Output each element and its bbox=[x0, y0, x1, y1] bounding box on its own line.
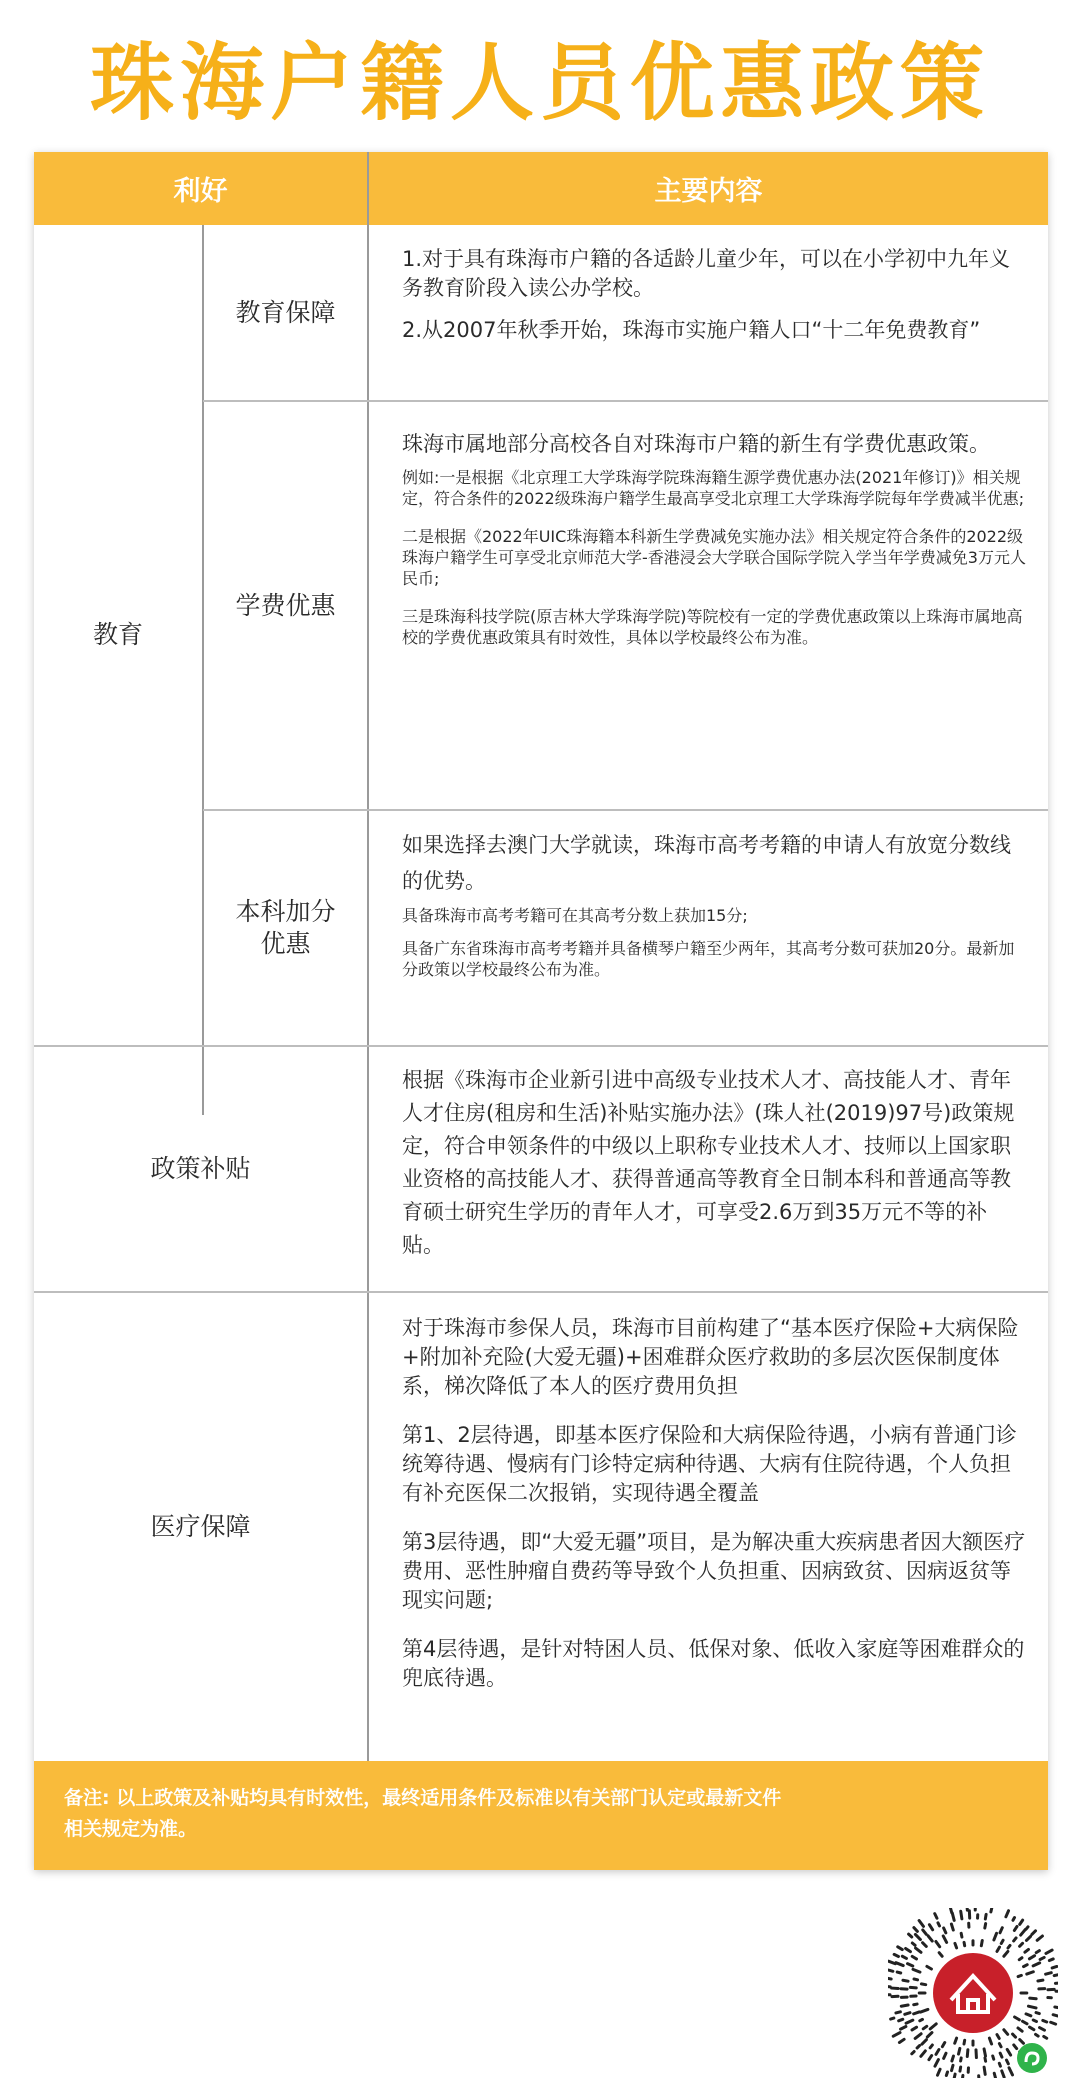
category-education: 教育 bbox=[92, 620, 143, 649]
qr-dash bbox=[914, 2012, 920, 2014]
mini-program-code-icon[interactable] bbox=[888, 1908, 1058, 2078]
qr-dash bbox=[951, 1924, 953, 1930]
qr-dash bbox=[944, 2053, 946, 2058]
qr-dash bbox=[898, 1947, 903, 1950]
qr-dash bbox=[935, 2060, 938, 2067]
qr-dash bbox=[905, 2013, 910, 2015]
row-label-tuition-discount: 学费优惠 bbox=[235, 590, 336, 620]
qr-dash bbox=[888, 1978, 891, 1979]
qr-dash bbox=[1020, 2040, 1024, 2044]
qr-dash bbox=[912, 1956, 916, 1959]
qr-dash bbox=[1038, 1980, 1043, 1981]
header-main-content: 主要内容 bbox=[369, 152, 1048, 225]
footnote-line: 备注: 以上政策及补贴均具有时效性，最终适用条件及标准以有关部门认定或最新文件 bbox=[64, 1787, 782, 1809]
qr-dash bbox=[899, 2019, 903, 2021]
qr-dash bbox=[1021, 1930, 1025, 1935]
qr-dash bbox=[893, 2033, 900, 2037]
qr-dash bbox=[1015, 2017, 1020, 2020]
mini-program-badge-icon bbox=[1017, 2043, 1047, 2073]
qr-dash bbox=[950, 1908, 952, 1913]
footnote bbox=[34, 1761, 1048, 1870]
paragraph: 对于珠海市参保人员，珠海市目前构建了“基本医疗保险+大病保险+附加补充险(大爱无疆)+困难群众医疗救助的多层次医保制度体系，梯次降低了本人的医疗费用负担 bbox=[402, 1316, 1019, 1398]
row-label-education-guarantee: 教育保障 bbox=[235, 297, 336, 327]
qr-dash bbox=[1004, 1951, 1008, 1956]
qr-dash bbox=[921, 1984, 925, 1985]
qr-dash bbox=[916, 1948, 921, 1952]
qr-dash bbox=[912, 2027, 917, 2030]
row-content-tuition-discount bbox=[402, 427, 1027, 648]
qr-dash bbox=[1014, 1926, 1017, 1930]
qr-dash bbox=[1032, 1931, 1036, 1935]
qr-dash bbox=[997, 1947, 1000, 1951]
row-content-medical bbox=[402, 1314, 1027, 1693]
qr-dash bbox=[967, 2050, 968, 2057]
qr-dash bbox=[1008, 1945, 1010, 1948]
footnote-line: 相关规定为准。 bbox=[64, 1818, 198, 1840]
paragraph: 具备广东省珠海市高考考籍并具备横琴户籍至少两年，其高考分数可获加20分。最新加分政策以学校最终公布为准。 bbox=[402, 939, 1015, 979]
qr-dash bbox=[914, 1928, 917, 1932]
qr-dash bbox=[1040, 2028, 1045, 2031]
qr-dash bbox=[946, 2072, 947, 2076]
qr-dash bbox=[891, 2018, 894, 2019]
qr-dash bbox=[985, 1924, 986, 1929]
qr-dash bbox=[1053, 2015, 1058, 2016]
qr-dash bbox=[906, 2020, 913, 2023]
qr-dash bbox=[962, 2075, 963, 2078]
qr-dash bbox=[930, 2024, 936, 2029]
qr-dash bbox=[985, 2058, 986, 2061]
qr-center-disc bbox=[933, 1953, 1013, 2033]
page-title: 珠海户籍人员优惠政策 bbox=[89, 34, 990, 132]
qr-dash bbox=[1052, 1966, 1057, 1967]
qr-dash bbox=[1024, 1965, 1028, 1967]
paragraph: 三是珠海科技学院(原吉林大学珠海学院)等院校有一定的学费优惠政策以上珠海市属地高校的学费优惠政策具有时效性，具体以学校最终公布为准。 bbox=[402, 607, 1023, 647]
qr-dash bbox=[927, 2033, 932, 2037]
qr-dash bbox=[923, 1943, 927, 1947]
qr-dash bbox=[896, 1963, 903, 1966]
qr-dash bbox=[921, 2009, 928, 2012]
qr-dash bbox=[1033, 1963, 1040, 1966]
qr-dash bbox=[994, 2073, 996, 2078]
qr-dash bbox=[993, 2056, 994, 2059]
qr-dash bbox=[1018, 1975, 1021, 1976]
qr-dash bbox=[1026, 1927, 1028, 1929]
qr-dash bbox=[960, 2067, 961, 2071]
qr-dash bbox=[929, 2056, 932, 2060]
qr-dash bbox=[981, 1940, 982, 1945]
qr-dash bbox=[1025, 1949, 1029, 1952]
qr-dash bbox=[923, 1930, 927, 1934]
paragraph: 二是根据《2022年UIC珠海籍本科新生学费减免实施办法》相关规定符合条件的2022级珠海户籍学生可享受北京师范大学-香港浸会大学联合国际学院入学当年学费减免3万元人民币; bbox=[402, 527, 1026, 588]
qr-dash bbox=[1019, 1958, 1022, 1960]
row-content-policy-subsidy bbox=[402, 1064, 1027, 1262]
paragraph: 如果选择去澳门大学就读，珠海市高考考籍的申请人有放宽分数线的优势。 bbox=[402, 833, 1011, 893]
qr-dash bbox=[1049, 1959, 1053, 1961]
qr-dash bbox=[1033, 2020, 1036, 2021]
qr-dash bbox=[1028, 2006, 1036, 2008]
qr-dash bbox=[919, 1921, 923, 1927]
qr-dash bbox=[935, 1914, 937, 1919]
header-benefit: 利好 bbox=[34, 152, 367, 225]
qr-dash bbox=[906, 1948, 911, 1951]
qr-dash bbox=[1020, 1943, 1023, 1946]
qr-dash bbox=[955, 1943, 957, 1947]
paragraph: 1.对于具有珠海市户籍的各适龄儿童少年，可以在小学初中九年义务教育阶段入读公办学校。 bbox=[402, 247, 1011, 300]
qr-dash bbox=[1007, 2049, 1010, 2055]
qr-dash bbox=[939, 1953, 942, 1957]
qr-dash bbox=[915, 2034, 921, 2039]
qr-dash bbox=[1036, 1951, 1039, 1953]
qr-dash bbox=[984, 2049, 985, 2056]
paragraph: 例如:一是根据《北京理工大学珠海学院珠海籍生源学费优惠办法(2021年修订)》相关规定，符合条件的2022级珠海户籍学生最高享受北京理工大学珠海学院每年学费减半优惠; bbox=[402, 468, 1025, 508]
qr-dash bbox=[896, 2012, 900, 2013]
row-label-medical: 医疗保障 bbox=[150, 1512, 251, 1541]
qr-dash bbox=[952, 2065, 953, 2070]
qr-dash bbox=[1026, 1936, 1030, 1940]
qr-dash bbox=[1009, 2068, 1012, 2075]
qr-dash bbox=[902, 1956, 906, 1958]
paragraph: 珠海市属地部分高校各自对珠海市户籍的新生有学费优惠政策。 bbox=[402, 432, 990, 456]
qr-dash bbox=[1013, 1918, 1015, 1921]
qr-dash bbox=[1018, 2028, 1022, 2031]
qr-dash bbox=[897, 1972, 901, 1973]
qr-dash bbox=[1027, 1972, 1034, 1974]
qr-dash bbox=[1030, 1998, 1036, 1999]
qr-dash bbox=[985, 1914, 986, 1919]
row-label-bonus-points bbox=[204, 811, 367, 1045]
qr-dash bbox=[961, 1911, 962, 1919]
qr-dash bbox=[952, 1913, 954, 1920]
qr-dash bbox=[1055, 1983, 1058, 1984]
qr-dash bbox=[1001, 1940, 1003, 1943]
qr-dash bbox=[1040, 1957, 1044, 1959]
qr-dash bbox=[914, 2004, 917, 2005]
qr-dash bbox=[915, 1934, 920, 1939]
paragraph: 第3层待遇，即“大爱无疆”项目，是为解决重大疾病患者因大额医疗费用、恶性肿瘤自费药等导致个人负担重、因病致贫、因病返贫等现实问题; bbox=[402, 1530, 1026, 1612]
qr-dash bbox=[1044, 2036, 1047, 2038]
qr-dash bbox=[1000, 2053, 1002, 2057]
qr-dash bbox=[938, 1923, 940, 1926]
qr-dash bbox=[913, 1969, 920, 1972]
column-divider bbox=[367, 152, 369, 1761]
qr-dash bbox=[1026, 2014, 1031, 2016]
qr-dash bbox=[1004, 2030, 1008, 2035]
paragraph: 2.从2007年秋季开始，珠海市实施户籍人口“十二年免费教育” bbox=[402, 318, 981, 342]
row-content-education-guarantee bbox=[402, 245, 1027, 345]
qr-dash bbox=[922, 2040, 926, 2044]
row-label-policy-subsidy: 政策补贴 bbox=[150, 1154, 251, 1183]
qr-dash bbox=[888, 1961, 895, 1964]
qr-dash bbox=[1055, 2007, 1058, 2008]
qr-dash bbox=[930, 2045, 932, 2048]
qr-dash bbox=[964, 2040, 965, 2044]
qr-dash bbox=[991, 1908, 992, 1912]
paragraph: 根据《珠海市企业新引进中高级专业技术人才、高技能人才、青年人才住房(租房和生活)补贴实施办法》(珠人社(2019)97号)政策规定，符合申领条件的中级以上职称专业技术人才、技师以上国家职业资格的高技能人才、获得普通高等教育全日制本科和普通高等教育硕士研究生学历的青年人才，可享受2.6万到35万元不等的补贴。 bbox=[402, 1068, 1015, 1257]
qr-dash bbox=[1006, 1911, 1009, 1917]
qr-dash bbox=[1037, 1936, 1042, 1940]
qr-dash bbox=[952, 2056, 954, 2061]
qr-dash bbox=[899, 2039, 904, 2042]
qr-dash bbox=[928, 1936, 932, 1941]
qr-dash bbox=[1030, 2027, 1034, 2030]
qr-dash bbox=[901, 2005, 908, 2006]
qr-dash bbox=[1014, 1938, 1016, 1941]
qr-dash bbox=[923, 2026, 927, 2029]
qr-dash bbox=[953, 2074, 955, 2078]
qr-dash bbox=[903, 1980, 908, 1981]
qr-dash bbox=[942, 2043, 944, 2047]
qr-dash bbox=[912, 2052, 914, 2054]
qr-dash bbox=[1046, 1973, 1052, 1974]
paragraph: 第1、2层待遇，即基本医疗保险和大病保险待遇，小病有普通门诊统筹待遇、慢病有门诊特定病种待遇、大病有住院待遇，个人负担有补充医保二次报销，实现待遇全覆盖 bbox=[402, 1423, 1017, 1505]
qr-dash bbox=[961, 2058, 962, 2061]
qr-dash bbox=[1036, 2034, 1039, 2036]
qr-dash bbox=[994, 1933, 997, 1940]
qr-dash bbox=[927, 1966, 932, 1969]
qr-dash bbox=[1043, 2020, 1047, 2022]
qr-dash bbox=[901, 2027, 906, 2030]
label-line: 优惠 bbox=[260, 929, 311, 958]
qr-dash bbox=[908, 1964, 913, 1966]
qr-dash bbox=[944, 1928, 946, 1933]
qr-dash bbox=[997, 2035, 999, 2039]
qr-dash bbox=[959, 2048, 960, 2054]
qr-dash bbox=[1020, 1920, 1023, 1924]
qr-dash bbox=[1054, 1974, 1058, 1975]
qr-dash bbox=[1014, 2045, 1017, 2049]
qr-dash bbox=[1046, 1950, 1052, 1953]
qr-dash bbox=[1029, 1956, 1034, 1959]
qr-dash bbox=[961, 1933, 962, 1937]
qr-dash bbox=[943, 1936, 946, 1943]
qr-dash bbox=[914, 1979, 918, 1980]
qr-dash bbox=[999, 2044, 1001, 2047]
qr-dash bbox=[936, 1941, 940, 1946]
qr-dash bbox=[917, 2046, 919, 2048]
qr-dash bbox=[929, 1925, 932, 1930]
qr-dash bbox=[1023, 2021, 1028, 2024]
qr-dash bbox=[1007, 2060, 1009, 2064]
qr-dash bbox=[1051, 2022, 1056, 2024]
qr-dash bbox=[989, 2038, 991, 2044]
qr-dash bbox=[1002, 2071, 1004, 2077]
qr-dash bbox=[955, 2038, 957, 2043]
label-line: 本科加分 bbox=[235, 897, 336, 926]
qr-dash bbox=[910, 1987, 916, 1988]
qr-dash bbox=[964, 1942, 965, 1945]
qr-dash bbox=[912, 1943, 915, 1945]
paragraph: 第4层待遇，是针对特困人员、低保对象、低收入家庭等困难群众的兜底待遇。 bbox=[402, 1637, 1025, 1690]
row-content-bonus-points bbox=[402, 827, 1027, 980]
qr-dash bbox=[888, 1970, 893, 1971]
qr-dash bbox=[894, 1954, 898, 1956]
qr-dash bbox=[1036, 2013, 1039, 2014]
qr-dash bbox=[1013, 2034, 1016, 2037]
qr-dash bbox=[984, 2067, 985, 2074]
qr-dash bbox=[1000, 1928, 1002, 1933]
qr-dash bbox=[936, 2050, 939, 2055]
paragraph: 具备珠海市高考考籍可在其高考分数上获加15分; bbox=[402, 906, 748, 925]
policy-table bbox=[34, 152, 1048, 1870]
qr-dash bbox=[999, 2063, 1000, 2066]
qr-dash bbox=[920, 2019, 923, 2020]
qr-dash bbox=[921, 2051, 925, 2056]
qr-dash bbox=[909, 1934, 912, 1937]
qr-dash bbox=[938, 2069, 941, 2075]
